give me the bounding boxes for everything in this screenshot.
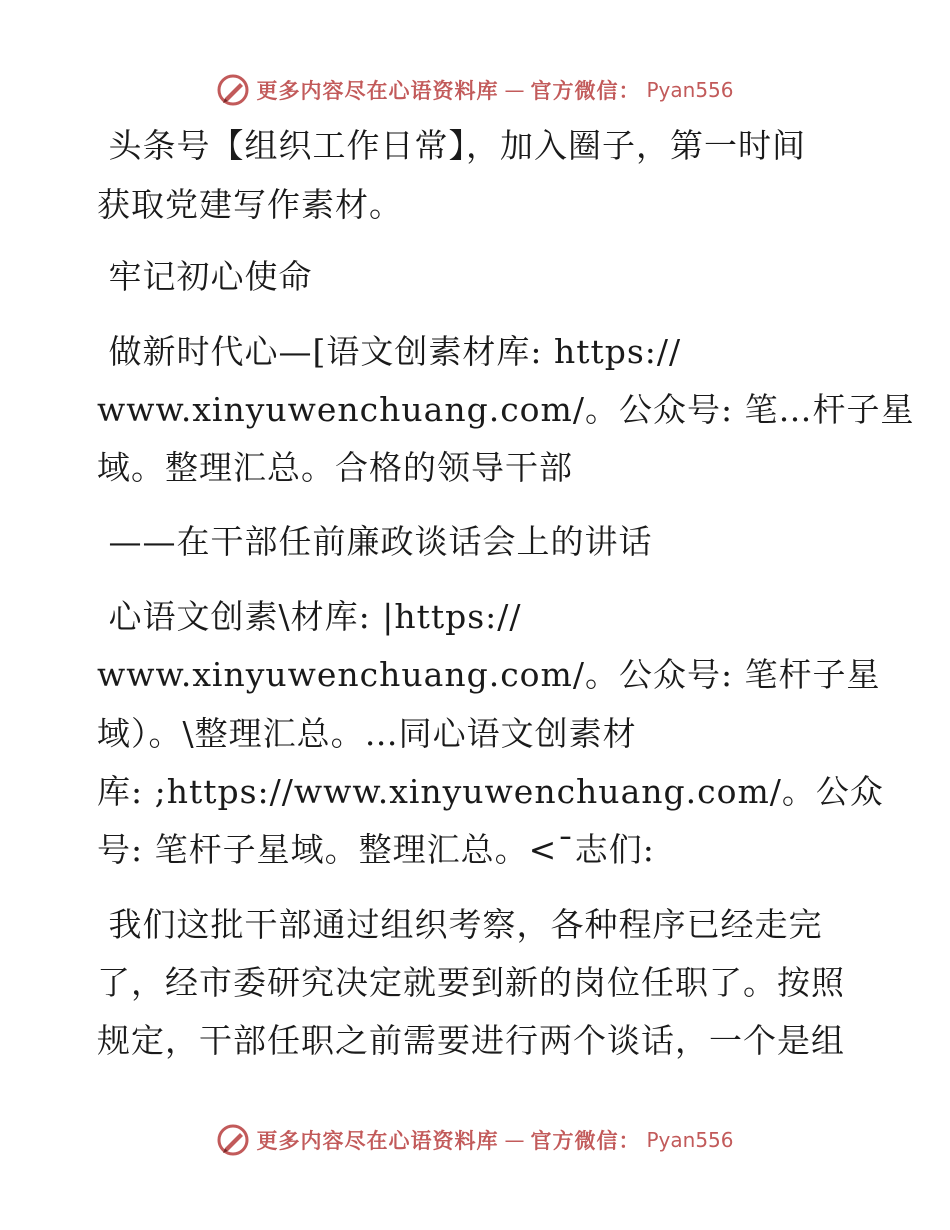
text-line: 我们这批干部通过组织考察，各种程序已经走完 (97, 905, 823, 944)
text-line: ——在干部任前廉政谈话会上的讲话 (97, 522, 653, 561)
text-line: 头条号【组织工作日常】，加入圈子，第一时间 (97, 126, 806, 165)
watermark-text: 更多内容尽在心语资料库 (256, 1128, 499, 1153)
text-line: 获取党建写作素材。 (97, 185, 403, 224)
text-line: www.xinyuwenchuang.com/。公众号: 笔…杆子星 (97, 390, 915, 429)
watermark-text: 更多内容尽在心语资料库 (256, 78, 499, 103)
header-watermark (0, 70, 950, 110)
text-line: 号: 笔杆子星域。整理汇总。<¯志们: (97, 830, 655, 869)
text-line: www.xinyuwenchuang.com/。公众号: 笔杆子星 (97, 655, 881, 694)
watermark-wechat-label: 官方微信： (530, 1128, 641, 1153)
watermark-wechat-label: 官方微信： (530, 78, 641, 103)
text-line: 了，经市委研究决定就要到新的岗位任职了。按照 (97, 963, 845, 1002)
text-line: 心语文创素\材库: |https:// (97, 597, 522, 636)
text-line: 库: ;https://www.xinyuwenchuang.com/。公众 (97, 772, 884, 811)
watermark-dash: — (504, 78, 525, 102)
text-line: 规定，干部任职之前需要进行两个谈话，一个是组 (97, 1021, 845, 1060)
pen-logo-icon (216, 73, 250, 107)
footer-watermark (0, 1120, 950, 1160)
watermark-dash: — (504, 1128, 525, 1152)
text-line: 做新时代心—[语文创素材库: https:// (97, 332, 682, 371)
watermark-wechat-id: Pyan556 (646, 78, 734, 102)
text-line: 域。整理汇总。合格的领导干部 (97, 448, 573, 487)
text-line: 域）。\整理汇总。…同心语文创素材 (97, 714, 637, 753)
pen-logo-icon (216, 1123, 250, 1157)
watermark-wechat-id: Pyan556 (646, 1128, 734, 1152)
text-line: 牢记初心使命 (97, 257, 313, 296)
